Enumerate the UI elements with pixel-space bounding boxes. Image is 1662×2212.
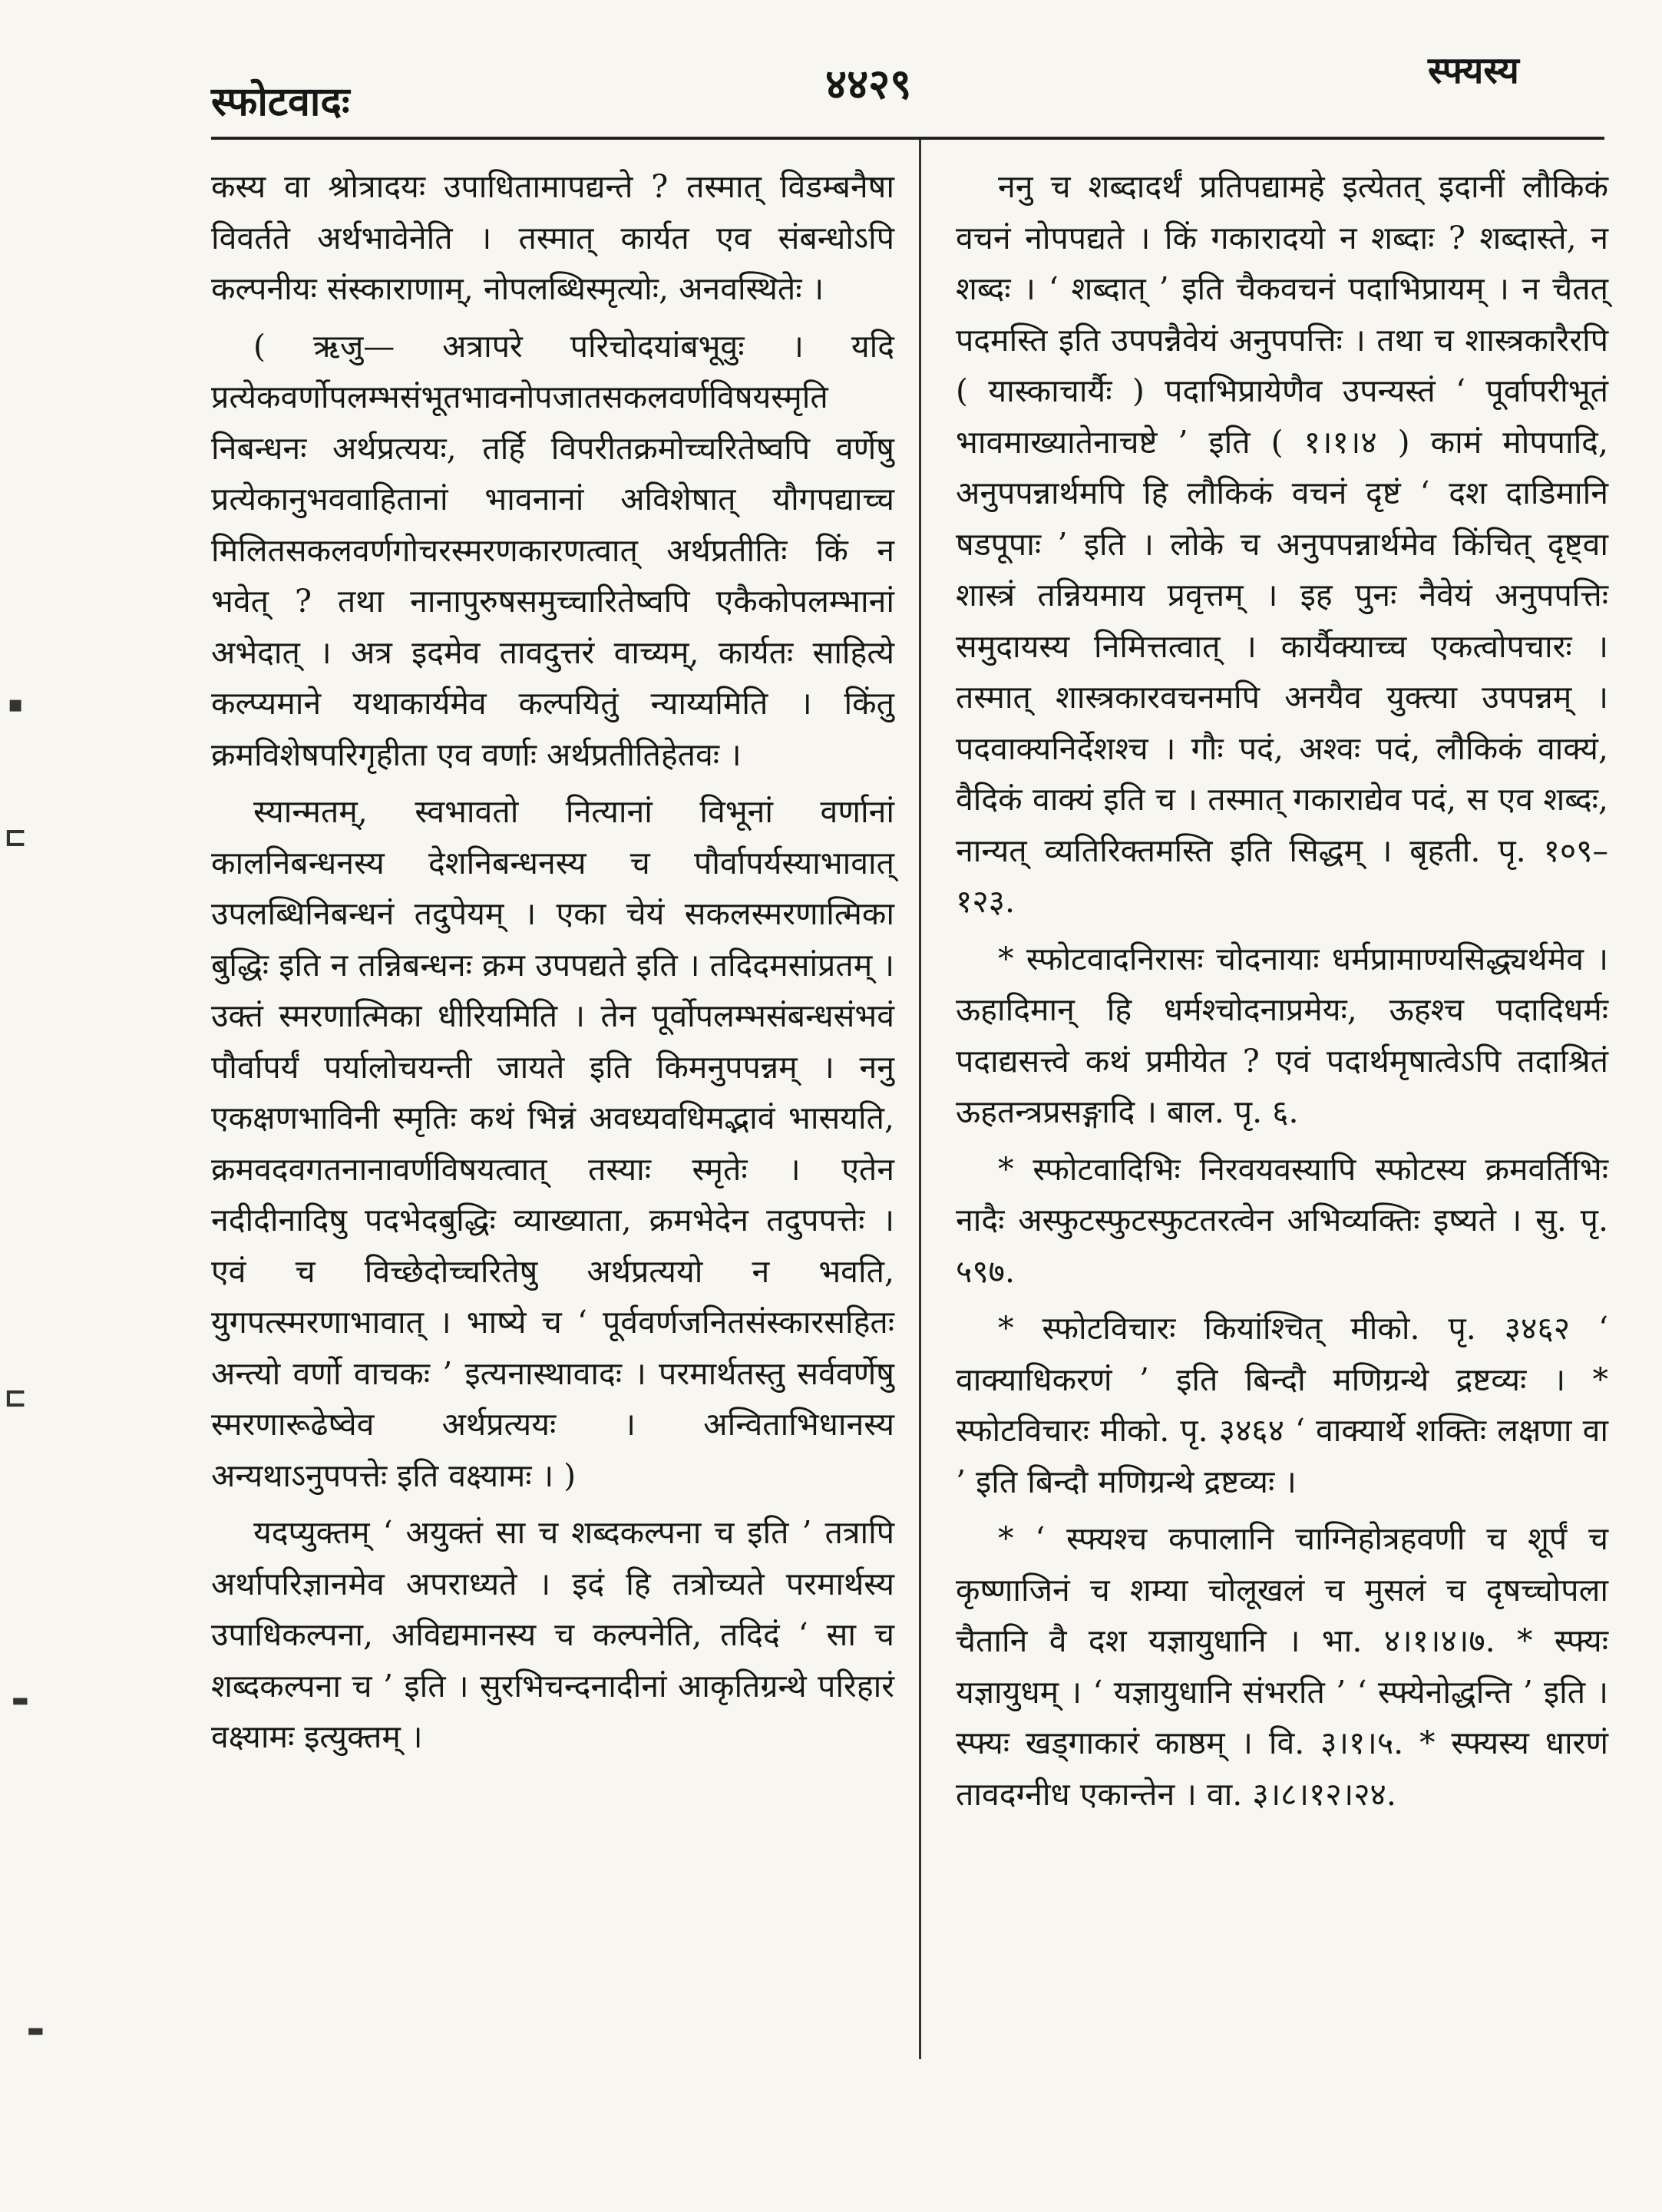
page-number: ४४२९ <box>825 59 912 108</box>
running-head-left: स्फोटवादः <box>211 78 350 125</box>
right-paragraph: * स्फोटवादिभिः निरवयवस्यापि स्फोटस्य क्रमवर्तिभिः नादैः अस्फुटस्फुटस्फुटतरत्वेन अभिव्यक्तिः इष्यते । सु. पृ. ५९७. <box>956 1150 1608 1290</box>
left-paragraph: यदप्युक्तम् ‘ अयुक्तं सा च शब्दकल्पना च इति ’ तत्रापि अर्थापरिज्ञानमेव अपराध्यते । इदं हि तत्रोच्यते परमार्थस्य उपाधिकल्पना, अविद्यमानस्य च कल्पनेति, तदिदं ‘ सा च शब्दकल्पना च ’ इति । सुरभिचन्दनादीनां आकृतिग्रन्थे परिहारं वक्ष्यामः इत्युक्तम् । <box>211 1514 894 1755</box>
margin-scan-mark: ▬ <box>27 2019 45 2041</box>
left-column <box>211 161 894 1763</box>
running-head-right: स्फ्यस्य <box>1428 49 1519 92</box>
column-divider <box>919 140 921 2059</box>
left-paragraph: कस्य वा श्रोत्रादयः उपाधितामापद्यन्ते ? तस्मात् विडम्बनैषा विवर्तते अर्थभावेनेति । तस्मात् कार्यत एव संबन्धोऽपि कल्पनीयः संस्काराणाम्, नोपलब्धिस्मृत्योः, अनवस्थितेः । <box>211 168 894 307</box>
right-paragraph: ननु च शब्दादर्थं प्रतिपद्यामहे इत्येतत् इदानीं लौकिकं वचनं नोपपद्यते । किं गकारादयो न शब्दाः ? शब्दास्ते, न शब्दः । ‘ शब्दात् ’ इति चैकवचनं पदाभिप्रायम् । न चैतत् पदमस्ति इति उपपन्नैवेयं अनुपपत्तिः । तथा च शास्त्रकारैरपि ( यास्काचार्यैः ) पदाभिप्रायेणैव उपन्यस्तं ‘ पूर्वापरीभूतं भावमाख्यातेनाचष्टे ’ इति ( १।१।४ ) कामं मोपपादि, अनुपपन्नार्थमपि हि लौकिकं वचनं दृष्टं ‘ दश दाडिमानि षडपूपाः ’ इति । लोके च अनुपपन्नार्थमेव किंचित् दृष्ट्वा शास्त्रं तन्नियमाय प्रवृत्तम् । इह पुनः नैवेयं अनुपपत्तिः समुदायस्य निमित्तत्वात् । कार्यैक्याच्च एकत्वोपचारः । तस्मात् शास्त्रकारवचनमपि अनयैव युक्त्या उपपन्नम् । पदवाक्यनिर्देशश्च । गौः पदं, अश्वः पदं, लौकिकं वाक्यं, वैदिकं वाक्यं इति च । तस्मात् गकाराद्येव पदं, स एव शब्दः, नान्यत् व्यतिरिक्तमस्ति इति सिद्धम् । बृहती. पृ. १०९–१२३. <box>956 168 1608 920</box>
margin-scan-mark: ▬ <box>12 1689 29 1711</box>
right-paragraph: * स्फोटवादनिरासः चोदनायाः धर्मप्रामाण्यसिद्ध्यर्थमेव । ऊहादिमान् हि धर्मश्चोदनाप्रमेयः, ऊहश्च पदादिधर्मः पदाद्यसत्त्वे कथं प्रमीयेत ? एवं पदार्थमृषात्वेऽपि तदाश्रितं ऊहतन्त्रप्रसङ्गादि । बाल. पृ. ६. <box>956 940 1608 1130</box>
left-paragraph: ( ऋजु— अत्रापरे परिचोदयांबभूवुः । यदि प्रत्येकवर्णोपलम्भसंभूतभावनोपजातसकलवर्णविषयस्मृति निबन्धनः अर्थप्रत्ययः, तर्हि विपरीतक्रमोच्चरितेष्वपि वर्णेषु प्रत्येकानुभववाहितानां भावनानां अविशेषात् यौगपद्याच्च मिलितसकलवर्णगोचरस्मरणकारणत्वात् अर्थप्रतीतिः किं न भवेत् ? तथा नानापुरुषसमुच्चारितेष्वपि एकैकोपलम्भानां अभेदात् । अत्र इदमेव तावदुत्तरं वाच्यम्, कार्यतः साहित्ये कल्प्यमाने यथाकार्यमेव कल्पयितुं न्याय्यमिति । किंतु क्रमविशेषपरिगृहीता एव वर्णाः अर्थप्रतीतिहेतवः । <box>211 327 894 773</box>
right-paragraph: * ‘ स्फ्यश्च कपालानि चाग्निहोत्रहवणी च शूर्पं च कृष्णाजिनं च शम्या चोलूखलं च मुसलं च दृषच्चोपला चैतानि वै दश यज्ञायुधानि । भा. ४।१।४।७. * स्फ्यः यज्ञायुधम् । ‘ यज्ञायुधानि संभरति ’ ‘ स्फ्येनोद्धन्ति ’ इति । स्फ्यः खड्गाकारं काष्ठम् । वि. ३।१।५. * स्फ्यस्य धारणं तावदग्नीध एकान्तेन । वा. ३।८।१२।२४. <box>956 1520 1608 1813</box>
left-paragraph: स्यान्मतम्, स्वभावतो नित्यानां विभूनां वर्णानां कालनिबन्धनस्य देशनिबन्धनस्य च पौर्वापर्यस्याभावात् उपलब्धिनिबन्धनं तदुपेयम् । एका चेयं सकलस्मरणात्मिका बुद्धिः इति न तन्निबन्धनः क्रम उपपद्यते इति । तदिदमसांप्रतम् । उक्तं स्मरणात्मिका धीरियमिति । तेन पूर्वोपलम्भसंबन्धसंभवं पौर्वापर्यं पर्यालोचयन्ती जायते इति किमनुपपन्नम् । ननु एकक्षणभाविनी स्मृतिः कथं भिन्नं अवध्यवधिमद्भावं भासयति, क्रमवदवगतनानावर्णविषयत्वात् तस्याः स्मृतेः । एतेन नदीदीनादिषु पदभेदबुद्धिः व्याख्याता, क्रमभेदेन तदुपपत्तेः । एवं च विच्छेदोच्चरितेषु अर्थप्रत्ययो न भवति, युगपत्स्मरणाभावात् । भाष्ये च ‘ पूर्ववर्णजनितसंस्कारसहितः अन्त्यो वर्णो वाचकः ’ इत्यनास्थावादः । परमार्थतस्तु सर्ववर्णेषु स्मरणारूढेष्वेव अर्थप्रत्ययः । अन्विताभिधानस्य अन्यथाऽनुपपत्तेः इति वक्ष्यामः । ) <box>211 793 894 1494</box>
margin-scan-mark: ▪ <box>8 691 24 718</box>
right-paragraph: * स्फोटविचारः कियांश्चित् मीको. पृ. ३४६२ ‘ वाक्याधिकरणं ’ इति बिन्दौ मणिग्रन्थे द्रष्टव्यः । * स्फोटविचारः मीको. पृ. ३४६४ ‘ वाक्यार्थे शक्तिः लक्षणा वा ’ इति बिन्दौ मणिग्रन्थे द्रष्टव्यः । <box>956 1310 1608 1500</box>
right-column <box>956 161 1608 1820</box>
margin-scan-mark: ⊏ <box>4 1382 28 1413</box>
header-rule <box>211 137 1604 140</box>
margin-scan-mark: ⊏ <box>4 822 28 853</box>
